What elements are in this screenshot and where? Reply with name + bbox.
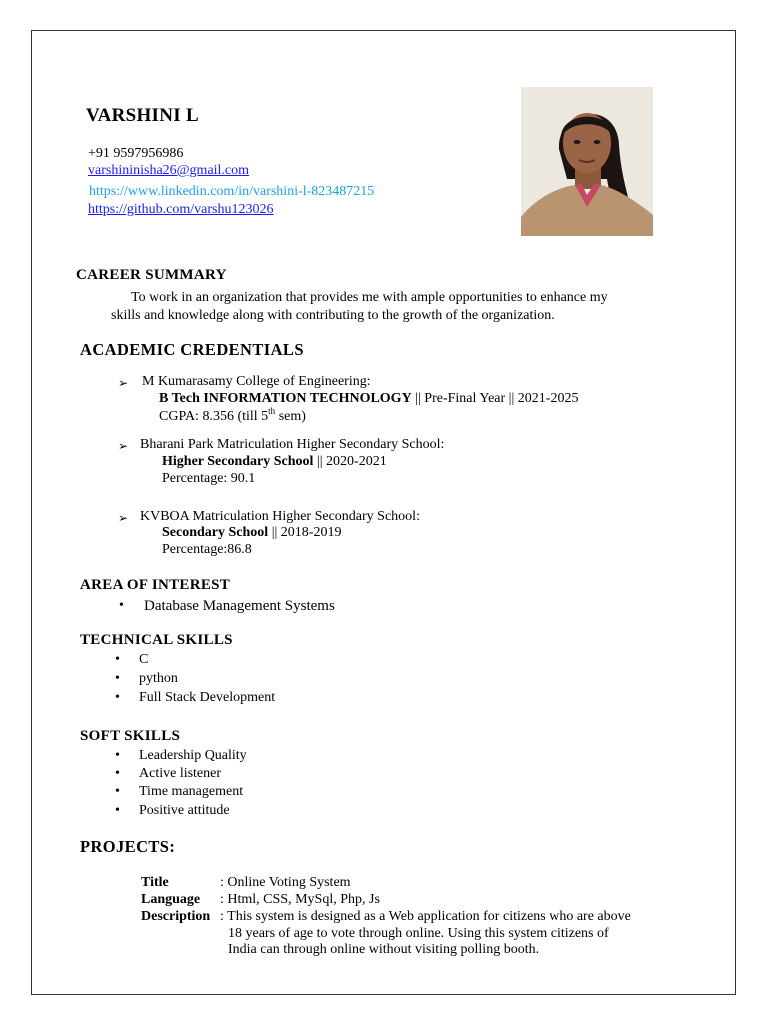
tech-skill-2: python [139,671,178,686]
score-1-sup: th [268,406,276,416]
degree-1: B Tech INFORMATION TECHNOLOGY [159,391,412,406]
bullet-icon: • [115,748,120,763]
institution-2: Bharani Park Matriculation Higher Secondary School: [140,437,445,452]
project-language-label: Language [141,892,201,907]
soft-skill-1: Leadership Quality [139,748,247,763]
soft-skill-2: Active listener [139,766,222,781]
technical-skills-heading: TECHNICAL SKILLS [80,632,233,648]
arrow-bullet-icon: ➢ [118,376,129,390]
project-language-value: : Html, CSS, MySql, Php, Js [220,892,380,907]
tech-skill-3: Full Stack Development [139,690,276,705]
github-link[interactable]: https://github.com/varshu123026 [88,202,274,217]
linkedin-link[interactable]: https://www.linkedin.com/in/varshini-l-823487215 [89,184,375,199]
candidate-name: VARSHINI L [86,105,199,126]
career-summary-line-2: skills and knowledge along with contributing to the growth of the organization. [111,308,555,323]
institution-1: M Kumarasamy College of Engineering: [142,374,371,389]
bullet-icon: • [115,784,120,799]
bullet-icon: • [115,671,120,686]
degree-line-3 [162,525,341,541]
institution-3: KVBOA Matriculation Higher Secondary School: [140,509,420,524]
interest-heading: AREA OF INTEREST [80,577,231,593]
career-summary-line-1: To work in an organization that provides me with ample opportunities to enhance my [131,290,608,305]
score-1-prefix: CGPA: 8.356 (till 5 [159,409,269,424]
arrow-bullet-icon: ➢ [118,439,129,453]
degree-detail-1: || Pre-Final Year || 2021-2025 [411,391,579,406]
bullet-icon: • [115,803,120,818]
career-summary-heading: CAREER SUMMARY [76,267,227,283]
degree-3: Secondary School [162,525,269,540]
bullet-icon: • [115,690,120,705]
score-1-suffix: sem) [275,409,306,424]
interest-item-1: Database Management Systems [144,598,335,614]
degree-2: Higher Secondary School [162,454,314,469]
degree-line-1 [159,391,578,407]
score-1 [159,406,306,425]
bullet-icon: • [119,598,124,613]
project-title-value: : Online Voting System [220,875,351,890]
email-link[interactable]: varshininisha26@gmail.com [88,163,250,178]
profile-photo [521,87,653,236]
soft-skill-4: Positive attitude [139,803,230,818]
degree-detail-2: || 2020-2021 [313,454,387,469]
arrow-bullet-icon: ➢ [118,511,129,525]
soft-skills-heading: SOFT SKILLS [80,728,181,744]
score-3: Percentage:86.8 [162,542,252,557]
project-description-line-1: : This system is designed as a Web application for citizens who are above [220,909,631,924]
degree-detail-3: || 2018-2019 [268,525,342,540]
bullet-icon: • [115,652,120,667]
degree-line-2 [162,454,387,470]
project-description-line-3: India can through online without visiting polling booth. [228,942,540,957]
projects-heading: PROJECTS: [80,837,176,856]
project-title-label: Title [141,875,169,890]
tech-skill-1: C [139,652,149,667]
project-description-label: Description [141,909,211,924]
soft-skill-3: Time management [139,784,244,799]
phone-number: +91 9597956986 [88,146,184,161]
project-description-line-2: 18 years of age to vote through online. Using this system citizens of [228,926,609,941]
score-2: Percentage: 90.1 [162,471,256,486]
academic-heading: ACADEMIC CREDENTIALS [80,340,304,359]
bullet-icon: • [115,766,120,781]
